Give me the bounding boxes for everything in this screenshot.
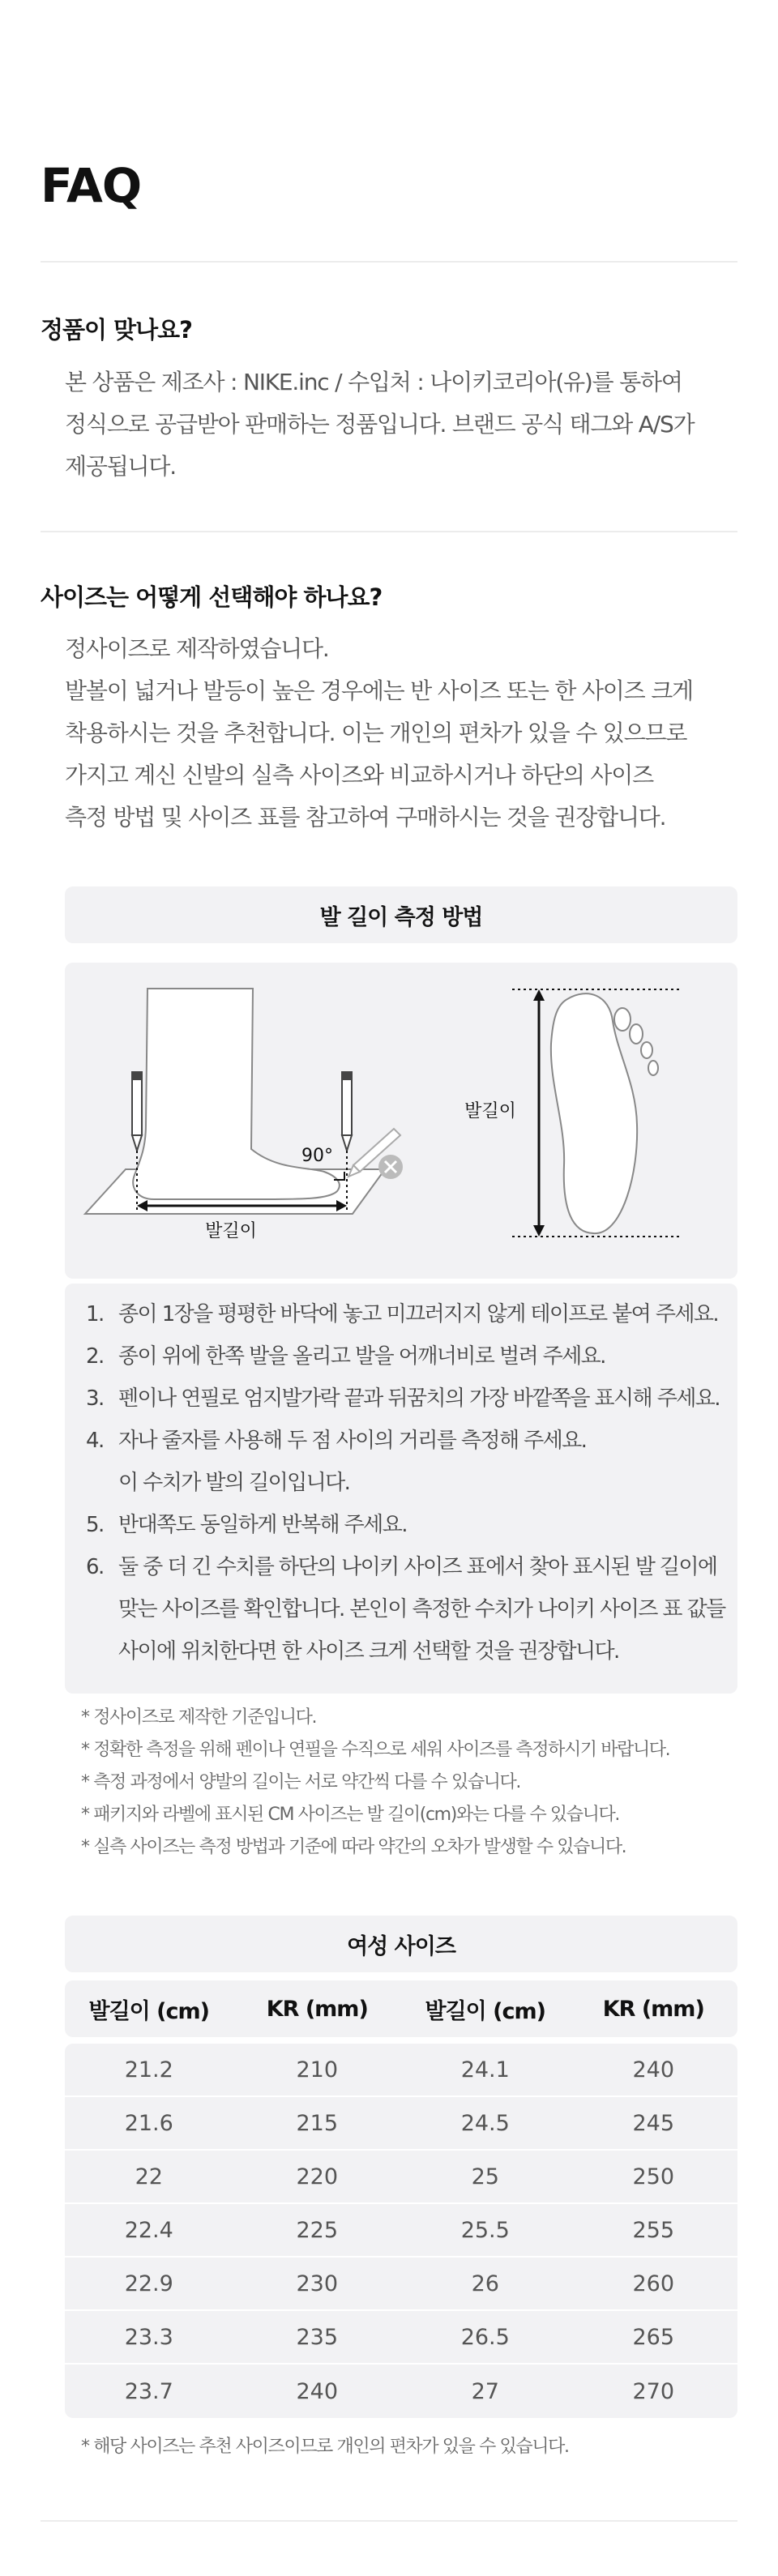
table-cell: 270: [632, 2378, 675, 2404]
answer-line: 발볼이 넓거나 발등이 높은 경우에는 반 사이즈 또는 한 사이즈 크게: [65, 677, 693, 704]
table-row: [65, 2044, 737, 2097]
table-cell: 25: [471, 2164, 499, 2189]
faq-answer-authentic: [65, 361, 737, 488]
table-cell: 22.4: [124, 2217, 173, 2243]
table-cell: 22.9: [124, 2271, 173, 2296]
step-text: 맞는 사이즈를 확인합니다. 본인이 측정한 수치가 나이키 사이즈 표 값들: [118, 1597, 725, 1621]
faq-question-authentic: 정품이 맞나요?: [41, 316, 193, 344]
faq-question-size: 사이즈는 어떻게 선택해야 하나요?: [41, 583, 383, 611]
table-cell: 24.5: [460, 2110, 510, 2136]
measure-notes: [81, 1702, 669, 1864]
step-number: 5.: [86, 1513, 104, 1537]
table-cell: 23.3: [124, 2324, 173, 2350]
table-row: [65, 2151, 737, 2204]
step-item: [86, 1630, 716, 1672]
note-line: * 실측 사이즈는 측정 방법과 기준에 따라 약간의 오차가 발생할 수 있습니다.: [81, 1837, 626, 1857]
table-cell: 21.6: [124, 2110, 173, 2136]
column-header: 발길이 (cm): [88, 1998, 209, 2024]
arrow-head-icon: [533, 1225, 545, 1237]
measure-title: 발 길이 측정 방법: [65, 886, 737, 943]
table-cell: 24.1: [460, 2057, 510, 2083]
column-header: KR (mm): [602, 1996, 704, 2022]
table-row: [65, 2365, 737, 2418]
table-cell: 245: [632, 2110, 675, 2136]
length-label-side: 발길이: [205, 1221, 257, 1241]
foot-sole-icon: [551, 993, 658, 1233]
table-cell: 25.5: [460, 2217, 510, 2243]
step-item: [86, 1335, 716, 1378]
step-item: [86, 1462, 716, 1504]
size-table-note: * 해당 사이즈는 추천 사이즈이므로 개인의 편차가 있을 수 있습니다.: [81, 2437, 569, 2457]
table-cell: 250: [632, 2164, 675, 2189]
foot-side-icon: [133, 989, 340, 1199]
table-cell: 215: [296, 2110, 339, 2136]
pencil-left-icon: [132, 1072, 142, 1151]
divider: [41, 2520, 737, 2522]
table-cell: 26.5: [460, 2324, 510, 2350]
length-label-sole: 발길이: [464, 1101, 516, 1121]
step-text: 사이에 위치한다면 한 사이즈 크게 선택할 것을 권장합니다.: [118, 1639, 619, 1664]
step-text: 둘 중 더 긴 수치를 하단의 나이키 사이즈 표에서 찾아 표시된 발 길이에: [118, 1555, 717, 1579]
arrow-head-icon: [533, 989, 545, 1001]
table-cell: 22: [135, 2164, 163, 2189]
table-row: [65, 2204, 737, 2258]
step-text: 종이 위에 한쪽 발을 올리고 발을 어깨너비로 벌려 주세요.: [118, 1344, 605, 1369]
pencil-right-icon: [342, 1072, 352, 1151]
step-item: [86, 1293, 719, 1335]
step-number: 4.: [86, 1429, 104, 1453]
size-table-body: [65, 2044, 737, 2418]
note-line: * 측정 과정에서 양발의 길이는 서로 약간씩 다를 수 있습니다.: [81, 1772, 520, 1792]
foot-measure-illustration: [65, 963, 737, 1279]
table-cell: 260: [632, 2271, 675, 2296]
table-cell: 230: [296, 2271, 339, 2296]
cross-icon: [378, 1155, 403, 1179]
step-text: 펜이나 연필로 엄지발가락 끝과 뒤꿈치의 가장 바깥쪽을 표시해 주세요.: [118, 1386, 720, 1411]
note-line: * 정사이즈로 제작한 기준입니다.: [81, 1707, 317, 1728]
answer-line: 정식으로 공급받아 판매하는 정품입니다. 브랜드 공식 태그와 A/S가: [65, 411, 695, 438]
table-cell: 225: [296, 2217, 339, 2243]
step-item: [86, 1420, 716, 1462]
step-number: 2.: [86, 1344, 104, 1369]
answer-line: 착용하시는 것을 추천합니다. 이는 개인의 편차가 있을 수 있으므로: [65, 720, 687, 746]
faq-answer-size: [65, 628, 737, 839]
table-row: [65, 2311, 737, 2365]
step-number: 6.: [86, 1555, 104, 1579]
note-line: * 정확한 측정을 위해 펜이나 연필을 수직으로 세워 사이즈를 측정하시기 바랍니다.: [81, 1740, 670, 1760]
answer-line: 측정 방법 및 사이즈 표를 참고하여 구매하시는 것을 권장합니다.: [65, 804, 666, 831]
table-row: [65, 2258, 737, 2311]
step-text: 반대쪽도 동일하게 반복해 주세요.: [118, 1513, 407, 1537]
table-cell: 235: [296, 2324, 339, 2350]
answer-line: 가지고 계신 신발의 실측 사이즈와 비교하시거나 하단의 사이즈: [65, 762, 653, 788]
table-cell: 220: [296, 2164, 339, 2189]
step-item: [86, 1546, 716, 1588]
step-text: 자나 줄자를 사용해 두 점 사이의 거리를 측정해 주세요.: [118, 1429, 587, 1453]
table-cell: 265: [632, 2324, 675, 2350]
answer-line: 제공됩니다.: [65, 453, 176, 480]
table-cell: 27: [471, 2378, 499, 2404]
table-cell: 23.7: [124, 2378, 173, 2404]
step-text: 종이 1장을 평평한 바닥에 놓고 미끄러지지 않게 테이프로 붙여 주세요.: [118, 1302, 719, 1326]
measure-steps: [65, 1284, 737, 1694]
faq-title: FAQ: [41, 158, 142, 213]
step-text: 이 수치가 발의 길이입니다.: [118, 1471, 350, 1495]
table-cell: 210: [296, 2057, 339, 2083]
answer-line: 정사이즈로 제작하였습니다.: [65, 635, 329, 662]
step-item: [86, 1378, 720, 1420]
column-header: KR (mm): [266, 1996, 368, 2022]
step-number: 1.: [86, 1302, 104, 1326]
size-table-header: [65, 1980, 737, 2037]
table-cell: 21.2: [124, 2057, 173, 2083]
table-cell: 240: [632, 2057, 675, 2083]
foot-diagram: [65, 963, 737, 1279]
answer-line: 본 상품은 제조사 : NIKE.inc / 수입처 : 나이키코리아(유)를 통하여: [65, 369, 682, 395]
note-line: * 패키지와 라벨에 표시된 CM 사이즈는 발 길이(cm)와는 다를 수 있습니다.: [81, 1805, 619, 1825]
step-item: [86, 1504, 716, 1546]
divider: [41, 531, 737, 532]
table-cell: 26: [471, 2271, 499, 2296]
table-row: [65, 2097, 737, 2151]
table-cell: 240: [296, 2378, 339, 2404]
divider: [41, 261, 737, 263]
step-item: [86, 1588, 725, 1630]
size-table-title: 여성 사이즈: [65, 1916, 737, 1972]
step-number: 3.: [86, 1386, 104, 1411]
table-cell: 255: [632, 2217, 675, 2243]
column-header: 발길이 (cm): [425, 1998, 545, 2024]
angle-label: 90°: [301, 1146, 333, 1166]
